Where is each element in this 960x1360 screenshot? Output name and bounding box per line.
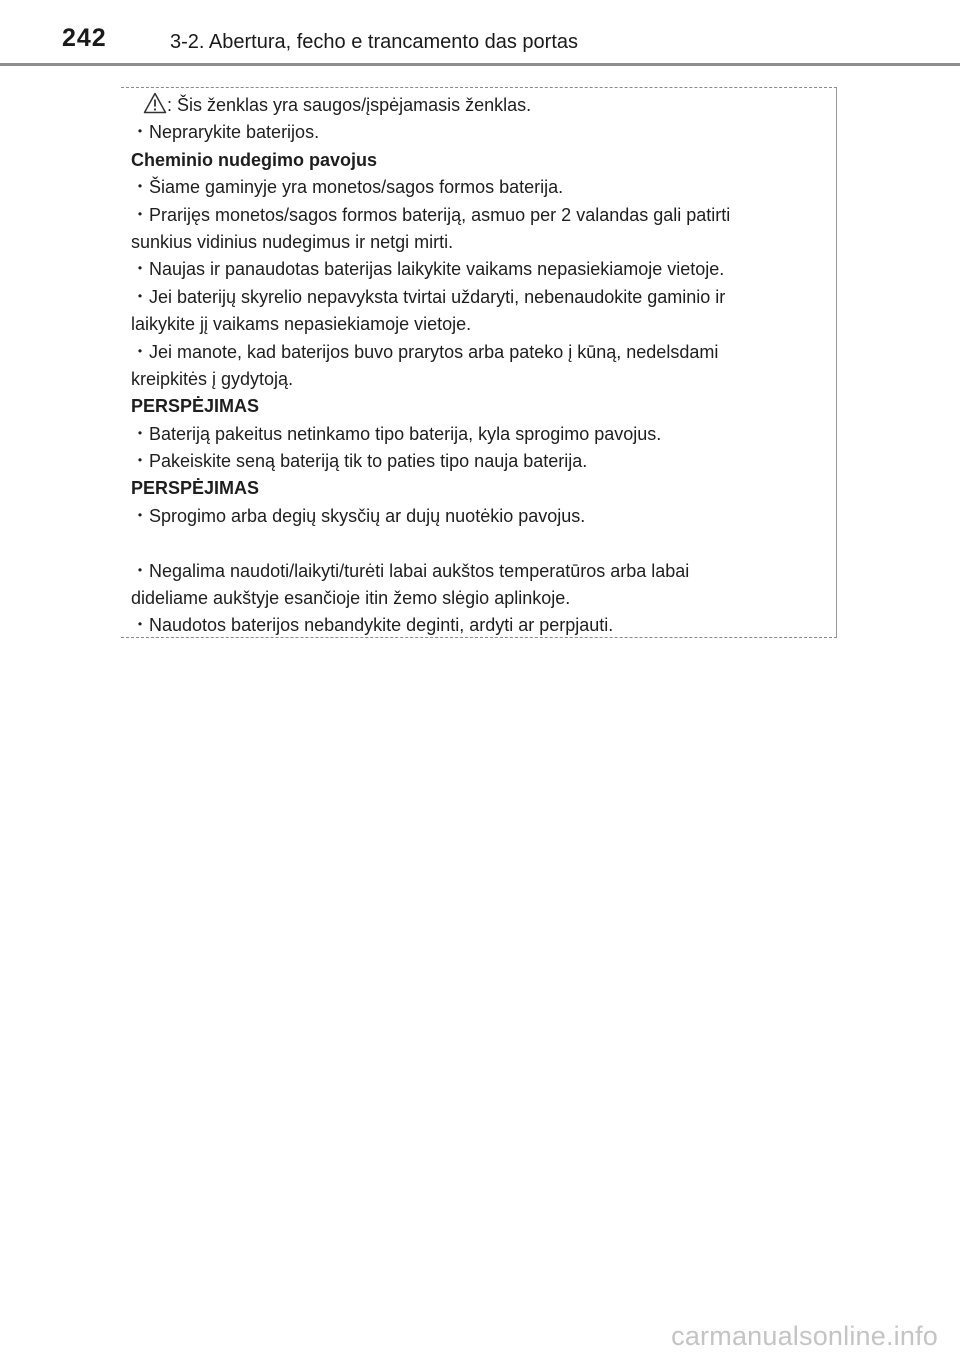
warning-heading-chemical-burn: Cheminio nudegimo pavojus (131, 149, 378, 170)
warning-intro-line (131, 92, 831, 119)
warning-intro-text: : Šis ženklas yra saugos/įspėjamasis ženklas. (167, 95, 532, 115)
warning-heading-caution: PERSPĖJIMAS (131, 478, 260, 499)
warning-line: ・Pakeiskite seną bateriją tik to paties tipo nauja baterija. (131, 451, 588, 472)
warning-line: laikykite jį vaikams nepasiekiamoje vietoje. (131, 314, 472, 335)
warning-line: ・Prarijęs monetos/sagos formos bateriją, asmuo per 2 valandas gali patirti (131, 204, 731, 225)
warning-text-block (131, 92, 831, 640)
page-header (0, 0, 960, 64)
warning-heading-caution: PERSPĖJIMAS (131, 396, 260, 417)
warning-line: ・Jei manote, kad baterijos buvo prarytos arba pateko į kūną, nedelsdami (131, 341, 719, 362)
site-watermark: carmanualsonline.info (671, 1321, 938, 1351)
warning-line: ・Šiame gaminyje yra monetos/sagos formos baterija. (131, 177, 564, 198)
page-number: 242 (62, 24, 107, 52)
warning-line: ・Negalima naudoti/laikyti/turėti labai aukštos temperatūros arba labai (131, 560, 690, 581)
warning-line: ・Naujas ir panaudotas baterijas laikykite vaikams nepasiekiamoje vietoje. (131, 259, 725, 280)
warning-line: sunkius vidinius nudegimus ir netgi mirti. (131, 231, 454, 252)
section-title: 3-2. Abertura, fecho e trancamento das portas (170, 31, 579, 53)
warning-line: kreipkitės į gydytoją. (131, 368, 294, 389)
warning-triangle-icon (143, 92, 167, 114)
warning-line: ・Sprogimo arba degių skysčių ar dujų nuotėkio pavojus. (131, 505, 586, 526)
blank-line (131, 530, 831, 557)
warning-line: ・Jei baterijų skyrelio nepavyksta tvirtai uždaryti, nebenaudokite gaminio ir (131, 286, 726, 307)
warning-line: ・Naudotos baterijos nebandykite deginti, ardyti ar perpjauti. (131, 615, 614, 636)
header-divider (0, 63, 960, 66)
warning-line: ・Bateriją pakeitus netinkamo tipo baterija, kyla sprogimo pavojus. (131, 423, 662, 444)
warning-line: ・Neprarykite baterijos. (131, 122, 320, 143)
warning-line: dideliame aukštyje esančioje itin žemo slėgio aplinkoje. (131, 588, 571, 609)
battery-warning-box (121, 87, 837, 638)
